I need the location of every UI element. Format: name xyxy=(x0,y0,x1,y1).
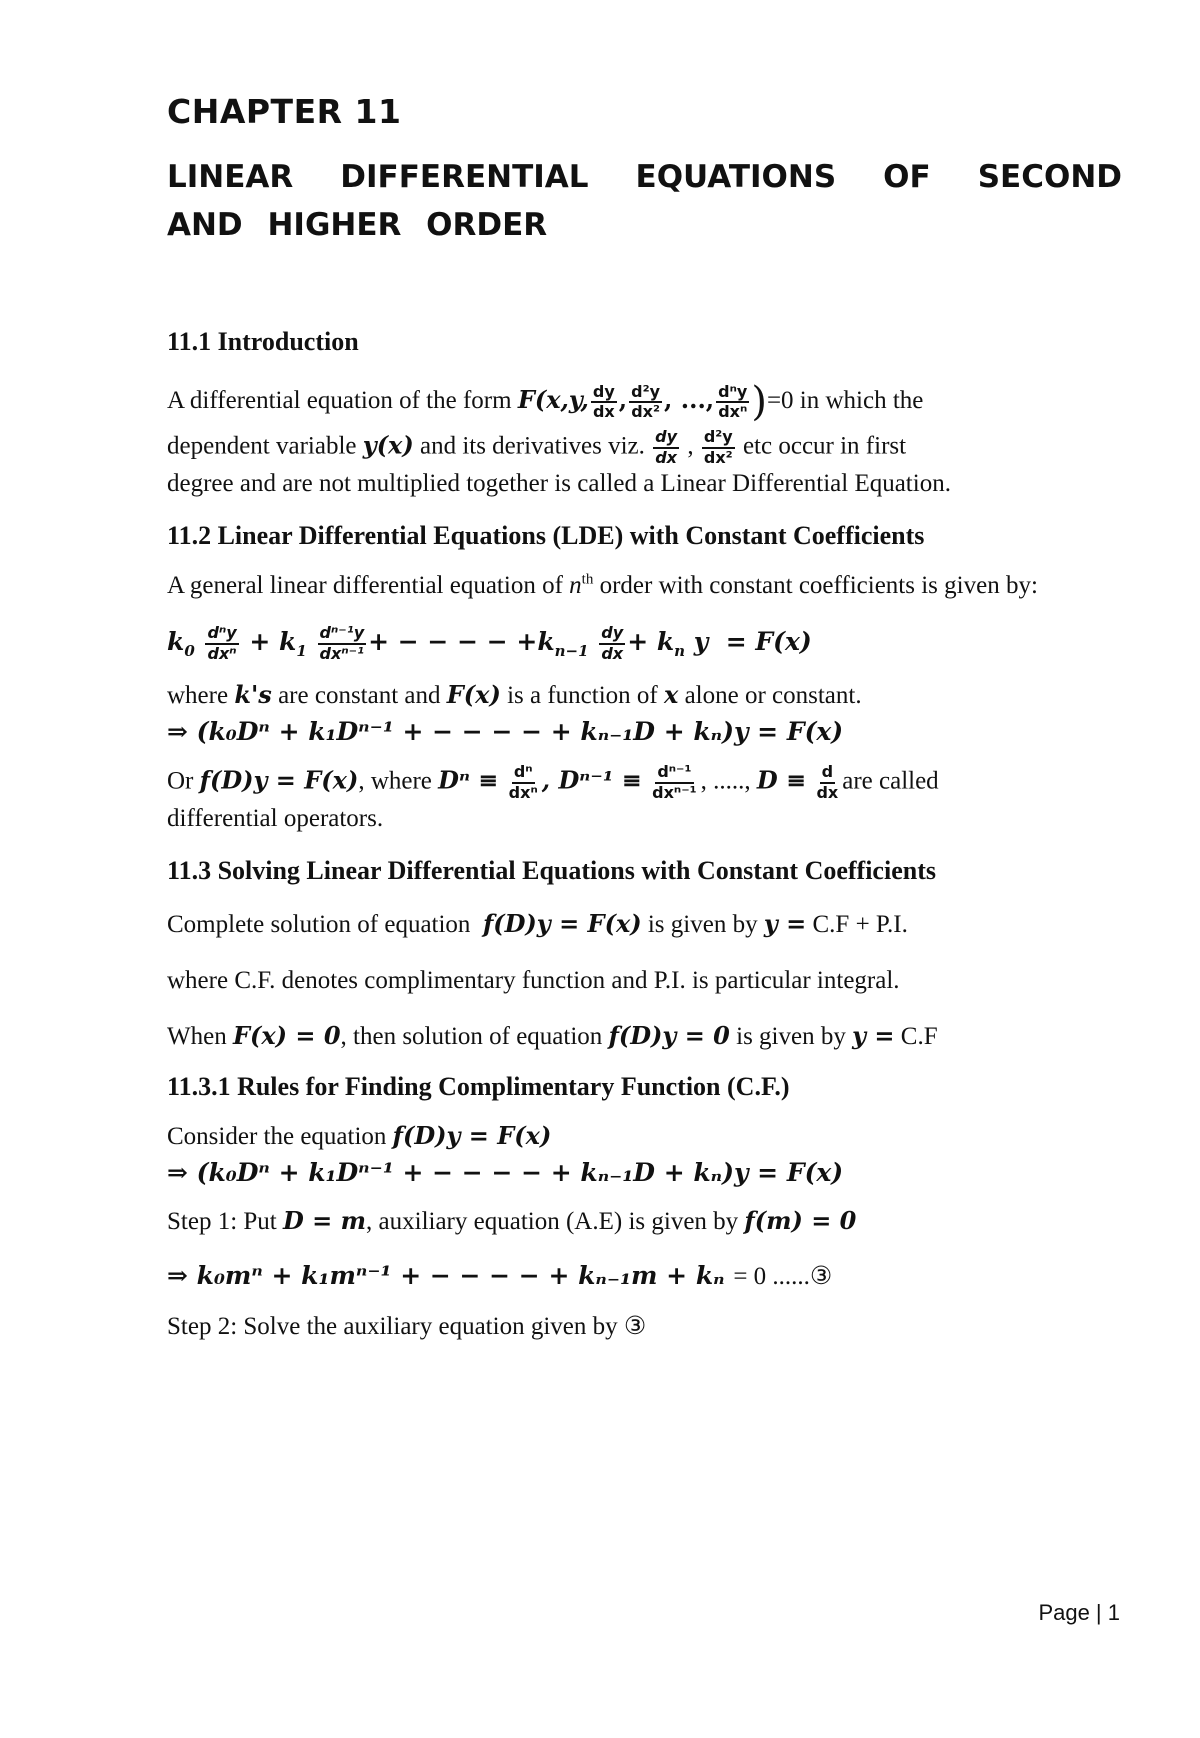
operators-text: differential operators. xyxy=(167,804,384,832)
step1-text-b: , auxiliary equation (A.E) is given by xyxy=(366,1208,739,1236)
math-fDy-Fx-3: f(D)y = F(x) xyxy=(392,1120,552,1150)
intro-text-e: etc occur in first xyxy=(742,433,907,461)
math-y-eq: y = xyxy=(763,908,807,938)
math-n: n xyxy=(569,572,582,600)
math-fDy-Fx-2: f(D)y = F(x) xyxy=(482,908,642,938)
frac-d2y-dx2-2: $\frac{\text{d²y}}{\text{dx²}}$ xyxy=(703,427,733,468)
where-text-d: alone or constant. xyxy=(684,681,862,709)
operator-paragraph: Or f(D)y = F(x), where Dⁿ ≡ $\frac{\text{dⁿ}}{\text{dxⁿ}}$ , Dⁿ⁻¹ ≡ $\frac{\text{dⁿ⁻¹}}{\text{dxⁿ⁻¹}}$ , ....., D ≡ $\frac{d}{dx}$ are called differential operators. xyxy=(167,762,939,832)
aux-eq: ⇒ k₀mⁿ + k₁mⁿ⁻¹ + − − − − + kₙ₋₁m + kₙ xyxy=(167,1261,725,1291)
step1-line xyxy=(167,1205,1122,1239)
general-text-a: A general linear differential equation of xyxy=(167,572,563,600)
where-paragraph xyxy=(167,679,1122,713)
dots-text: , ....., xyxy=(700,767,751,795)
intro-paragraph: A differential equation of the form F(x,y, $\frac{dy}{dx}$ , $\frac{\text{d²y}}{\text{dx²}}$ , ..., $\frac{\text{dⁿy}}{\text{dxⁿ}}$ )=0 in which the dependent variable y(x) and its derivatives viz. $\frac{dy}{dx}$ , $\frac{\text{d²y}}{\text{dx²}}$ etc occur in first degree and are not multiplied together is called a Linear Differential Equation. xyxy=(167,379,951,498)
auxiliary-equation xyxy=(167,1257,1122,1296)
math-Dn: Dⁿ ≡ xyxy=(438,765,499,795)
intro-text-a: A differential equation of the form xyxy=(167,387,512,415)
chapter-heading: CHAPTER 11 xyxy=(167,92,402,131)
where-text-b: are constant and xyxy=(278,681,441,709)
section-heading-11-3: 11.3 Solving Linear Differential Equations with Constant Coefficients xyxy=(167,855,936,885)
page-content xyxy=(167,92,1122,1344)
math-Dm: D = m xyxy=(283,1206,367,1236)
intro-text-d: and its derivatives viz. xyxy=(419,433,645,461)
consider-text: Consider the equation xyxy=(167,1122,387,1150)
operator-equation-2: ⇒ (k₀Dⁿ + k₁Dⁿ⁻¹ + − − − − + kₙ₋₁D + kₙ)y = F(x) xyxy=(167,1157,844,1187)
consider-line xyxy=(167,1120,1122,1154)
cf-text: C.F xyxy=(900,1022,938,1050)
cfpi-text: C.F + P.I. xyxy=(812,910,908,938)
general-eq-dashes: + − − − − + xyxy=(368,627,538,657)
chapter-title: LINEAR DIFFERENTIAL EQUATIONS OF SECOND AND HIGHER ORDER xyxy=(167,159,1122,244)
general-text-b: order with constant coefficients is given by: xyxy=(599,572,1038,600)
math-y-eq-2: y = xyxy=(852,1020,895,1050)
math-D: D ≡ xyxy=(756,765,807,795)
when-text-c: is given by xyxy=(736,1022,846,1050)
eq3-tail: = 0 ......③ xyxy=(733,1263,833,1291)
when-text-a: When xyxy=(167,1022,227,1050)
math-fDy0: f(D)y = 0 xyxy=(608,1020,730,1050)
math-Fx0: F(x) = 0 xyxy=(232,1020,341,1050)
complete-text-a: Complete solution of equation xyxy=(167,910,471,938)
close-paren: ) xyxy=(751,379,767,426)
or-text: Or xyxy=(167,767,194,795)
math-Fx: F(x) xyxy=(446,679,501,709)
where-text-c: is a function of xyxy=(507,681,658,709)
where-cf-line: where C.F. denotes complimentary function and P.I. is particular integral. xyxy=(167,966,900,994)
ellipsis: , ..., xyxy=(664,385,715,415)
math-y-of-x: y(x) xyxy=(362,431,414,461)
math-fm0: f(m) = 0 xyxy=(744,1206,857,1236)
where2-text: , where xyxy=(358,767,432,795)
step1-text-a: Step 1: Put xyxy=(167,1208,277,1236)
when-text-b: , then solution of equation xyxy=(340,1022,603,1050)
step2-line: Step 2: Solve the auxiliary equation given by ③ xyxy=(167,1312,647,1340)
called-text: are called xyxy=(842,767,939,795)
page-number: Page | 1 xyxy=(1038,1600,1120,1625)
function-F: F(x,y, xyxy=(517,385,589,415)
section-heading-11-2: 11.2 Linear Differential Equations (LDE) with Constant Coefficients xyxy=(167,521,925,551)
when-line xyxy=(167,1020,1122,1054)
intro-text-f: degree and are not multiplied together is called a Linear Differential Equation. xyxy=(167,470,951,498)
complete-text-b: is given by xyxy=(647,910,758,938)
math-fDy-Fx: f(D)y = F(x) xyxy=(199,765,359,795)
where-text-a: where xyxy=(167,681,229,709)
math-Dn1: , Dⁿ⁻¹ ≡ xyxy=(541,765,642,795)
section-heading-11-1: 11.1 Introduction xyxy=(167,327,359,357)
intro-text-c: dependent variable xyxy=(167,433,357,461)
frac-dy-dx: $\frac{dy}{dx}$ xyxy=(592,381,615,422)
intro-text-b: =0 in which the xyxy=(766,387,924,415)
section-heading-11-3-1: 11.3.1 Rules for Finding Complimentary Function (C.F.) xyxy=(167,1071,790,1101)
complete-solution-line xyxy=(167,908,1122,942)
general-equation: $k_0$ $\frac{\text{dⁿy}}{\text{dxⁿ}}$ + $k_1$ $\frac{\text{dⁿ⁻¹y}}{\text{dxⁿ⁻¹}}$ + − − − − $+k_{n-1}$ $\frac{dy}{dx}$ + $k_n$ y = F(x) xyxy=(167,622,812,663)
operator-equation-1: ⇒ (k₀Dⁿ + k₁Dⁿ⁻¹ + − − − − + kₙ₋₁D + kₙ)y = F(x) xyxy=(167,716,844,746)
frac-d2y-dx2: $\frac{\text{d²y}}{\text{dx²}}$ xyxy=(631,381,661,422)
math-ks: k's xyxy=(234,679,272,709)
frac-dy-dx-2: $\frac{dy}{dx}$ xyxy=(655,427,678,468)
math-x: x xyxy=(664,679,679,709)
frac-dny-dxn: $\frac{\text{dⁿy}}{\text{dxⁿ}}$ xyxy=(718,381,748,422)
general-paragraph xyxy=(167,569,1122,603)
superscript-th: th xyxy=(581,571,594,588)
